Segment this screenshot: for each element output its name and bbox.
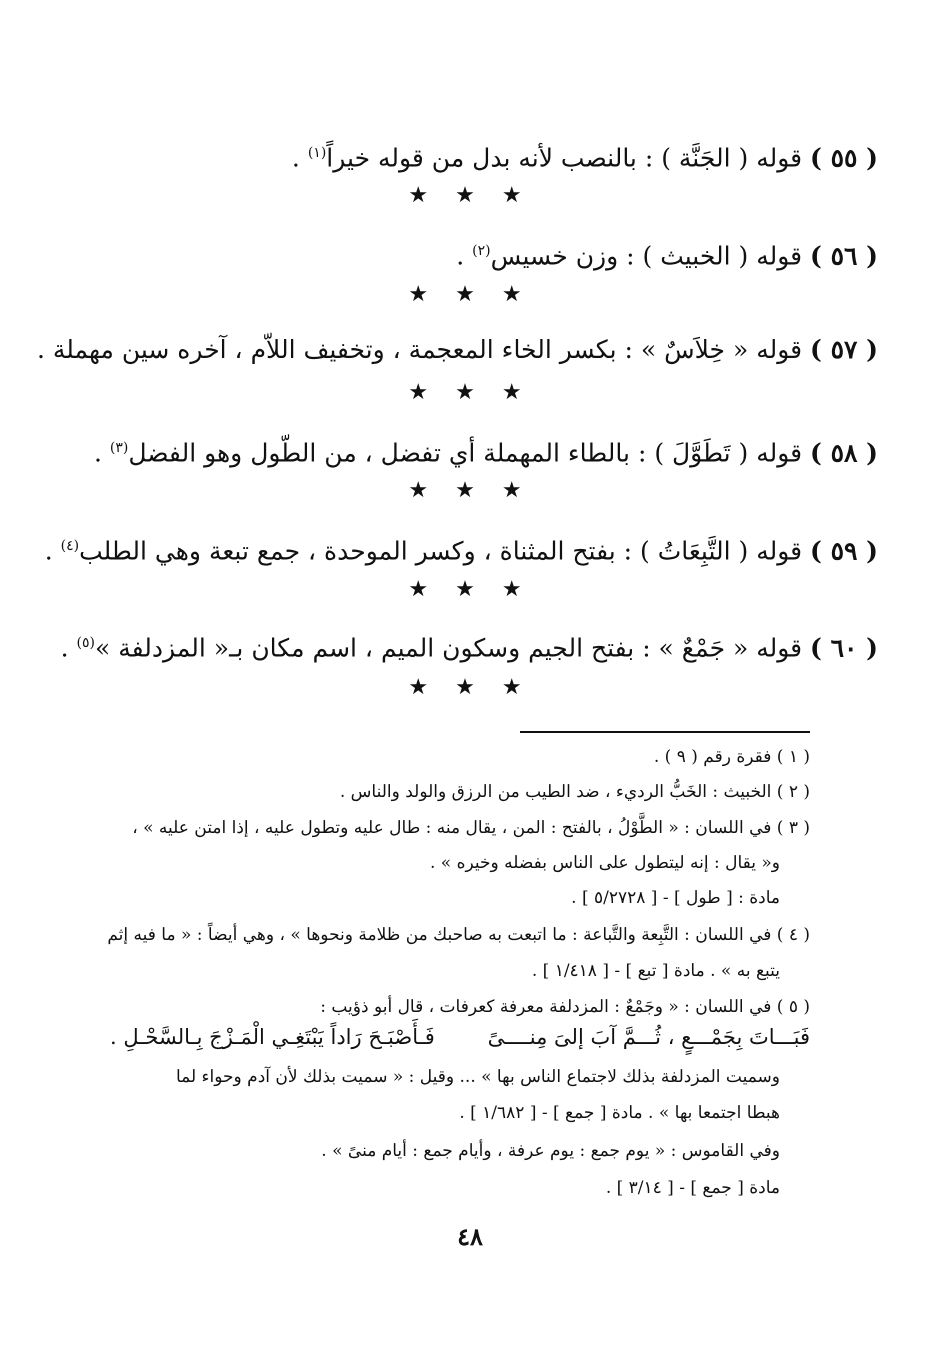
footnote-3-line-1: ( ٣ ) في اللسان : « الطَّوْلُ ، بالفتح : المن ، يقال منه : طال عليه وتطول عليه ، إذا امتن عليه » ، <box>132 818 810 838</box>
page-number: ٤٨ <box>457 1222 483 1251</box>
separator-stars: ★ ★ ★ <box>408 380 532 405</box>
footnote-ref[interactable]: (٤) <box>60 538 80 554</box>
separator-stars: ★ ★ ★ <box>408 675 532 700</box>
entry-text: قوله « خِلاَسٌ » : بكسر الخاء المعجمة ، وتخفيف اللاّم ، آخره سين مهملة . <box>36 335 811 364</box>
footnote-5-verse <box>110 1025 810 1049</box>
entry-end: . <box>291 143 308 173</box>
entry-number: ( ٥٩ ) <box>810 536 878 566</box>
separator-stars: ★ ★ ★ <box>408 478 532 503</box>
entry-number: ( ٥٨ ) <box>810 438 878 468</box>
entry-text: قوله ( الجَنَّة ) : بالنصب لأنه بدل من قوله خيراً <box>326 143 811 173</box>
entry-text: قوله ( تَطَوَّلَ ) : بالطاء المهملة أي تفضل ، من الطّول وهو الفضل <box>128 438 811 468</box>
entry-59 <box>44 529 878 568</box>
separator-stars: ★ ★ ★ <box>408 183 532 208</box>
entry-number: ( ٦٠ ) <box>810 633 878 663</box>
verse-second-hemistich: فَـأَصْبَـحَ رَاداً يَبْتَغِـي الْمَـزْجَ بِـالسَّحْـلِ . <box>110 1025 435 1049</box>
separator-stars: ★ ★ ★ <box>408 577 532 602</box>
footnote-4-line-1: ( ٤ ) في اللسان : التَّبِعة والتَّباعة : ما اتبعت به صاحبك من ظلامة ونحوها » ، وهي أيضاً : « ما فيه إثم <box>107 925 810 945</box>
entry-57 <box>36 333 878 367</box>
verse-first-hemistich: فَبَـــاتَ بِجَمْـــعٍ ، ثُـــمَّ آبَ إلىَ مِنــــىً <box>487 1025 810 1049</box>
footnote-ref[interactable]: (٥) <box>76 635 95 651</box>
entry-number: ( ٥٧ ) <box>810 335 878 364</box>
entry-text: قوله « جَمْعٌ » : بفتح الجيم وسكون الميم ، اسم مكان بـ« المزدلفة » <box>95 633 811 663</box>
entry-text: قوله ( الخبيث ) : وزن خسيس <box>490 241 811 271</box>
footnote-ref[interactable]: (٣) <box>109 440 129 456</box>
entry-56 <box>90 234 878 273</box>
footnote-divider <box>520 731 810 733</box>
entry-60 <box>60 626 878 665</box>
entry-end: . <box>44 536 61 566</box>
entry-end: . <box>93 438 110 468</box>
entry-number: ( ٥٥ ) <box>810 143 878 173</box>
entry-58 <box>90 431 878 470</box>
footnote-5-line-1: ( ٥ ) في اللسان : « وجَمْعٌ : المزدلفة معرفة كعرفات ، قال أبو ذؤيب : <box>320 997 810 1017</box>
footnote-ref[interactable]: (٢) <box>472 243 491 259</box>
footnote-2: ( ٢ ) الخبيث : الخَبُّ الرديء ، ضد الطيب من الرزق والولد والناس . <box>339 782 810 802</box>
footnote-1: ( ١ ) فقرة رقم ( ٩ ) . <box>653 747 810 767</box>
entry-number: ( ٥٦ ) <box>810 241 878 271</box>
footnote-5-line-3: هبطا اجتمعا بها » . مادة [ جمع ] - [ ١/٦٨٢ ] . <box>459 1103 780 1123</box>
entry-text: قوله ( التَّبِعَاتُ ) : بفتح المثناة ، وكسر الموحدة ، جمع تبعة وهي الطلب <box>79 536 811 566</box>
footnote-ref[interactable]: (١) <box>307 145 327 161</box>
footnote-4-line-2: يتبع به » . مادة [ تبع ] - [ ١/٤١٨ ] . <box>531 961 780 981</box>
footnote-5-line-5: مادة [ جمع ] - [ ٣/١٤ ] . <box>605 1178 780 1198</box>
entry-end: . <box>60 633 77 663</box>
entry-55 <box>90 136 878 175</box>
footnote-5-line-2: وسميت المزدلفة بذلك لاجتماع الناس بها » ... وقيل : « سميت بذلك لأن آدم وحواء لما <box>175 1067 780 1087</box>
footnote-5-line-4: وفي القاموس : « يوم جمع : يوم عرفة ، وأيام جمع : أيام منىً » . <box>321 1141 780 1161</box>
footnote-3-line-2: و« يقال : إنه ليتطول على الناس بفضله وخيره » . <box>430 853 780 873</box>
separator-stars: ★ ★ ★ <box>408 282 532 307</box>
footnote-3-line-3: مادة : [ طول ] - [ ٥/٢٧٢٨ ] . <box>571 888 780 908</box>
entry-end: . <box>456 241 473 271</box>
